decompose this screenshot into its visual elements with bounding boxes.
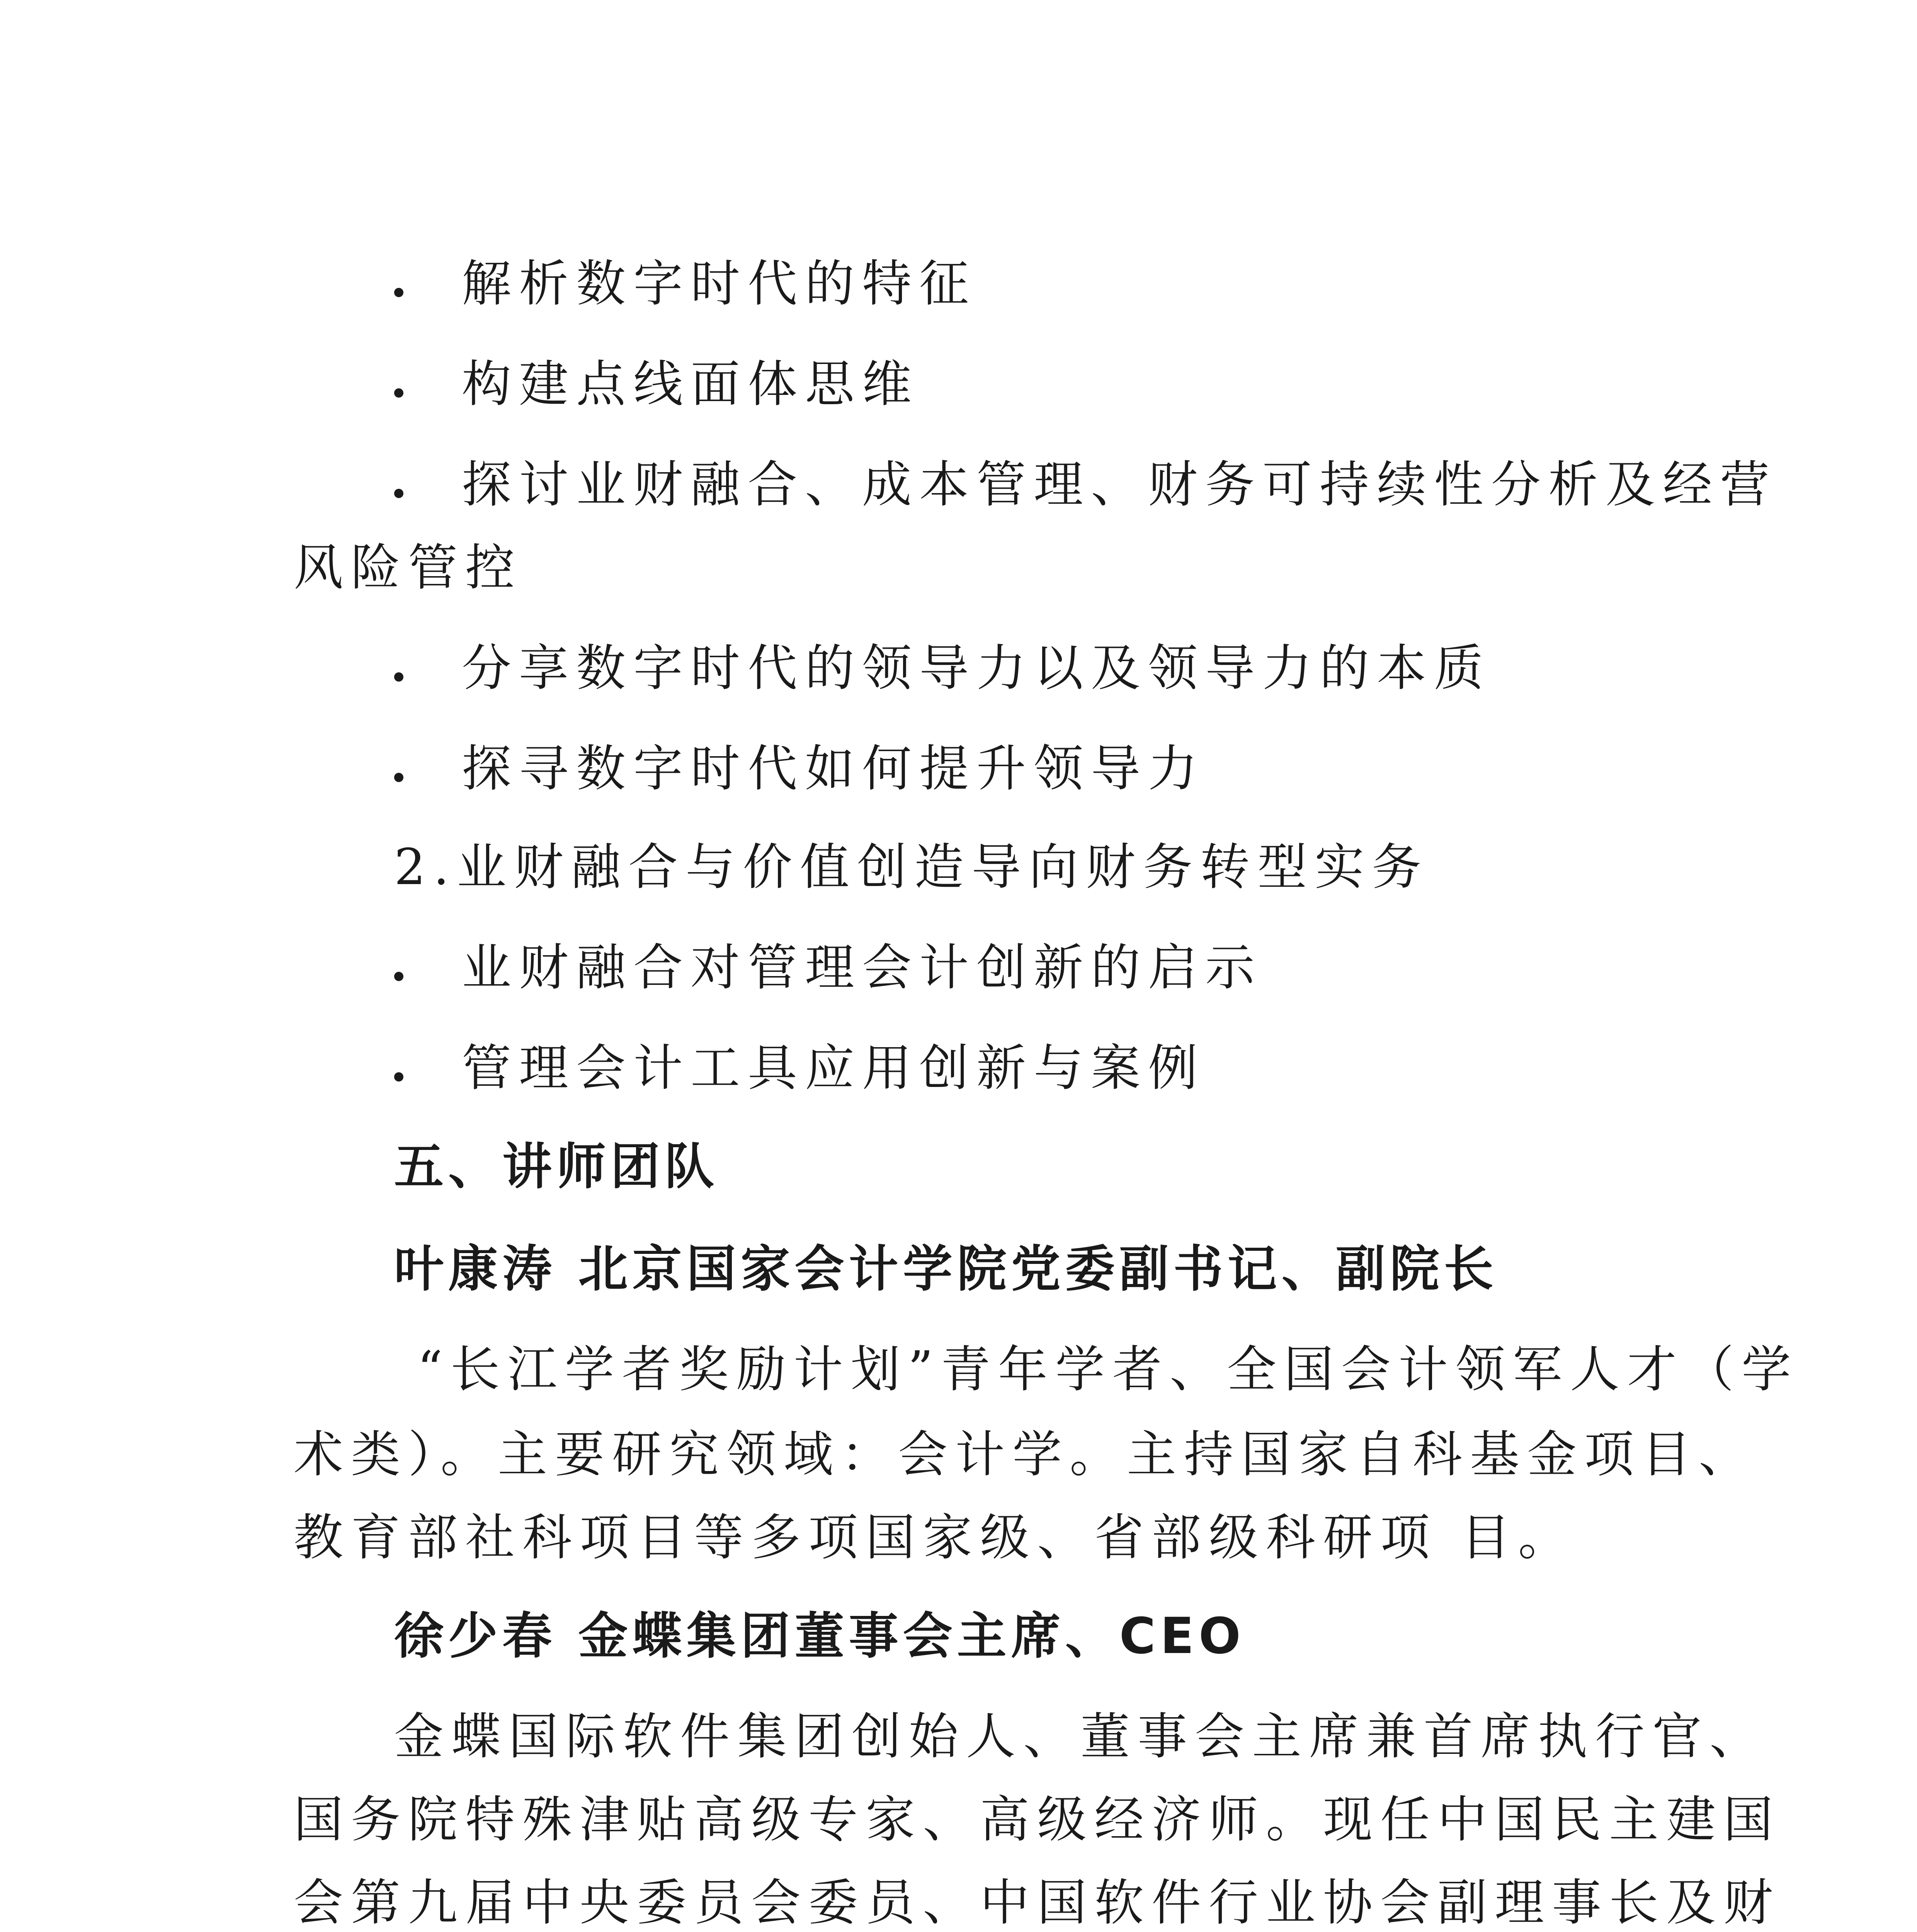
lecturer-bio-line: 教育部社科项目等多项国家级、省部级科研项 目。 (294, 1509, 1575, 1566)
bullet-dot-icon (394, 1072, 403, 1082)
bullet-item: 构建点线面体思维 (462, 355, 920, 413)
lecturer-bio-line: 术类）。主要研究领域：会计学。主持国家自科基金项目、 (294, 1426, 1756, 1483)
bullet-dot-icon (394, 773, 403, 782)
bullet-item: 分享数字时代的领导力以及领导力的本质 (462, 639, 1492, 697)
bullet-item: 解析数字时代的特征 (462, 255, 977, 313)
bullet-item: 管理会计工具应用创新与案例 (462, 1039, 1206, 1097)
lecturer-bio-line: “长江学者奖励计划”青年学者、全国会计领军人才（学 (417, 1341, 1799, 1398)
subsection-title: 2.业财融合与价值创造导向财务转型实务 (394, 838, 1429, 896)
lecturer-bio-line: 国务院特殊津贴高级专家、高级经济师。现任中国民主建国 (294, 1791, 1781, 1849)
bullet-item: 探寻数字时代如何提升领导力 (462, 740, 1206, 798)
lecturer-name-title: 叶康涛 北京国家会计学院党委副书记、副院长 (394, 1240, 1498, 1298)
bullet-dot-icon (394, 388, 403, 398)
bullet-dot-icon (394, 288, 403, 297)
bullet-item-continuation: 风险管控 (294, 539, 523, 597)
lecturer-bio-line: 会第九届中央委员会委员、中国软件行业协会副理事长及财 (294, 1874, 1781, 1932)
lecturer-bio-line: 金蝶国际软件集团创始人、董事会主席兼首席执行官、 (394, 1708, 1767, 1765)
bullet-dot-icon (394, 972, 403, 981)
bullet-dot-icon (394, 672, 403, 682)
lecturer-name-title: 徐少春 金蝶集团董事会主席、CEO (394, 1607, 1245, 1665)
bullet-item: 业财融合对管理会计创新的启示 (462, 939, 1263, 997)
bullet-item: 探讨业财融合、成本管理、财务可持续性分析及经营 (462, 456, 1778, 514)
bullet-dot-icon (394, 489, 403, 498)
section-heading: 五、讲师团队 (394, 1138, 719, 1196)
